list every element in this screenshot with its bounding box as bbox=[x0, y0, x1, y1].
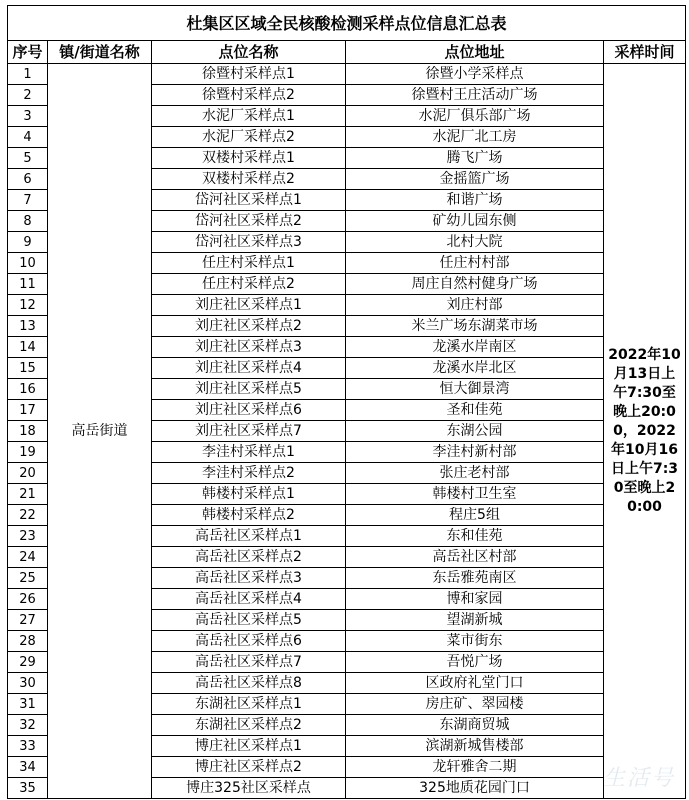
site-address-cell: 张庄老村部 bbox=[346, 463, 604, 484]
sampling-time-cell: 2022年10月13日上午7:30至晚上20:00，2022年10月16日上午7:30至晚上20:00 bbox=[604, 64, 686, 799]
site-address-cell: 龙轩雅舍二期 bbox=[346, 757, 604, 778]
site-address-cell: 周庄自然村健身广场 bbox=[346, 274, 604, 295]
site-name-cell: 高岳社区采样点5 bbox=[152, 610, 346, 631]
site-name-cell: 双楼村采样点2 bbox=[152, 169, 346, 190]
header-address: 点位地址 bbox=[346, 41, 604, 64]
header-index: 序号 bbox=[8, 41, 48, 64]
site-name-cell: 高岳社区采样点2 bbox=[152, 547, 346, 568]
site-name-cell: 刘庄社区采样点1 bbox=[152, 295, 346, 316]
site-name-cell: 韩楼村采样点1 bbox=[152, 484, 346, 505]
row-index: 20 bbox=[8, 463, 48, 484]
row-index: 9 bbox=[8, 232, 48, 253]
site-address-cell: 望湖新城 bbox=[346, 610, 604, 631]
site-name-cell: 任庄村采样点1 bbox=[152, 253, 346, 274]
row-index: 33 bbox=[8, 736, 48, 757]
site-name-cell: 高岳社区采样点8 bbox=[152, 673, 346, 694]
site-address-cell: 博和家园 bbox=[346, 589, 604, 610]
site-name-cell: 双楼村采样点1 bbox=[152, 148, 346, 169]
site-address-cell: 金摇篮广场 bbox=[346, 169, 604, 190]
row-index: 4 bbox=[8, 127, 48, 148]
site-name-cell: 博庄社区采样点1 bbox=[152, 736, 346, 757]
site-name-cell: 高岳社区采样点4 bbox=[152, 589, 346, 610]
site-name-cell: 岱河社区采样点2 bbox=[152, 211, 346, 232]
site-name-cell: 高岳社区采样点6 bbox=[152, 631, 346, 652]
site-name-cell: 徐暨村采样点1 bbox=[152, 64, 346, 85]
table-body bbox=[8, 64, 686, 799]
row-index: 15 bbox=[8, 358, 48, 379]
site-name-cell: 李洼村采样点1 bbox=[152, 442, 346, 463]
site-name-cell: 刘庄社区采样点6 bbox=[152, 400, 346, 421]
site-address-cell: 滨湖新城售楼部 bbox=[346, 736, 604, 757]
site-address-cell: 和谐广场 bbox=[346, 190, 604, 211]
site-address-cell: 东湖公园 bbox=[346, 421, 604, 442]
site-address-cell: 韩楼村卫生室 bbox=[346, 484, 604, 505]
site-address-cell: 李洼村新村部 bbox=[346, 442, 604, 463]
row-index: 32 bbox=[8, 715, 48, 736]
row-index: 23 bbox=[8, 526, 48, 547]
site-address-cell: 房庄矿、翠园楼 bbox=[346, 694, 604, 715]
row-index: 6 bbox=[8, 169, 48, 190]
row-index: 22 bbox=[8, 505, 48, 526]
site-name-cell: 东湖社区采样点2 bbox=[152, 715, 346, 736]
row-index: 29 bbox=[8, 652, 48, 673]
row-index: 30 bbox=[8, 673, 48, 694]
site-address-cell: 高岳社区村部 bbox=[346, 547, 604, 568]
row-index: 8 bbox=[8, 211, 48, 232]
row-index: 28 bbox=[8, 631, 48, 652]
site-name-cell: 东湖社区采样点1 bbox=[152, 694, 346, 715]
site-name-cell: 博庄社区采样点2 bbox=[152, 757, 346, 778]
site-address-cell: 东岳雅苑南区 bbox=[346, 568, 604, 589]
table-row bbox=[8, 64, 686, 85]
row-index: 2 bbox=[8, 85, 48, 106]
site-address-cell: 徐暨小学采样点 bbox=[346, 64, 604, 85]
site-name-cell: 岱河社区采样点1 bbox=[152, 190, 346, 211]
site-address-cell: 区政府礼堂门口 bbox=[346, 673, 604, 694]
row-index: 25 bbox=[8, 568, 48, 589]
header-time: 采样时间 bbox=[604, 41, 686, 64]
site-address-cell: 龙溪水岸南区 bbox=[346, 337, 604, 358]
row-index: 17 bbox=[8, 400, 48, 421]
site-name-cell: 水泥厂采样点1 bbox=[152, 106, 346, 127]
site-name-cell: 刘庄社区采样点2 bbox=[152, 316, 346, 337]
site-address-cell: 米兰广场东湖菜市场 bbox=[346, 316, 604, 337]
site-address-cell: 恒大御景湾 bbox=[346, 379, 604, 400]
site-address-cell: 水泥厂北工房 bbox=[346, 127, 604, 148]
site-address-cell: 吾悦广场 bbox=[346, 652, 604, 673]
row-index: 26 bbox=[8, 589, 48, 610]
town-name-cell: 高岳街道 bbox=[48, 64, 152, 799]
row-index: 12 bbox=[8, 295, 48, 316]
site-name-cell: 刘庄社区采样点7 bbox=[152, 421, 346, 442]
row-index: 31 bbox=[8, 694, 48, 715]
row-index: 24 bbox=[8, 547, 48, 568]
row-index: 11 bbox=[8, 274, 48, 295]
site-name-cell: 刘庄社区采样点5 bbox=[152, 379, 346, 400]
site-name-cell: 任庄村采样点2 bbox=[152, 274, 346, 295]
row-index: 27 bbox=[8, 610, 48, 631]
site-address-cell: 徐暨村王庄活动广场 bbox=[346, 85, 604, 106]
site-name-cell: 刘庄社区采样点3 bbox=[152, 337, 346, 358]
row-index: 7 bbox=[8, 190, 48, 211]
header-town: 镇/街道名称 bbox=[48, 41, 152, 64]
site-name-cell: 岱河社区采样点3 bbox=[152, 232, 346, 253]
row-index: 19 bbox=[8, 442, 48, 463]
site-address-cell: 325地质花园门口 bbox=[346, 778, 604, 799]
row-index: 10 bbox=[8, 253, 48, 274]
row-index: 5 bbox=[8, 148, 48, 169]
header-site: 点位名称 bbox=[152, 41, 346, 64]
site-name-cell: 高岳社区采样点1 bbox=[152, 526, 346, 547]
row-index: 16 bbox=[8, 379, 48, 400]
site-name-cell: 韩楼村采样点2 bbox=[152, 505, 346, 526]
watermark: 生活号 bbox=[602, 766, 675, 791]
row-index: 18 bbox=[8, 421, 48, 442]
site-address-cell: 东和佳苑 bbox=[346, 526, 604, 547]
site-address-cell: 圣和佳苑 bbox=[346, 400, 604, 421]
site-name-cell: 水泥厂采样点2 bbox=[152, 127, 346, 148]
site-address-cell: 刘庄村部 bbox=[346, 295, 604, 316]
site-address-cell: 东湖商贸城 bbox=[346, 715, 604, 736]
site-name-cell: 刘庄社区采样点4 bbox=[152, 358, 346, 379]
site-address-cell: 矿幼儿园东侧 bbox=[346, 211, 604, 232]
row-index: 21 bbox=[8, 484, 48, 505]
site-address-cell: 任庄村村部 bbox=[346, 253, 604, 274]
sampling-table bbox=[7, 5, 686, 799]
site-name-cell: 高岳社区采样点3 bbox=[152, 568, 346, 589]
row-index: 3 bbox=[8, 106, 48, 127]
table-title: 杜集区区域全民核酸检测采样点位信息汇总表 bbox=[8, 6, 686, 41]
site-name-cell: 博庄325社区采样点 bbox=[152, 778, 346, 799]
site-name-cell: 李洼村采样点2 bbox=[152, 463, 346, 484]
site-address-cell: 腾飞广场 bbox=[346, 148, 604, 169]
site-address-cell: 北村大院 bbox=[346, 232, 604, 253]
row-index: 35 bbox=[8, 778, 48, 799]
site-address-cell: 龙溪水岸北区 bbox=[346, 358, 604, 379]
site-address-cell: 菜市街东 bbox=[346, 631, 604, 652]
site-name-cell: 高岳社区采样点7 bbox=[152, 652, 346, 673]
site-address-cell: 水泥厂俱乐部广场 bbox=[346, 106, 604, 127]
row-index: 1 bbox=[8, 64, 48, 85]
row-index: 14 bbox=[8, 337, 48, 358]
site-address-cell: 程庄5组 bbox=[346, 505, 604, 526]
row-index: 13 bbox=[8, 316, 48, 337]
row-index: 34 bbox=[8, 757, 48, 778]
site-name-cell: 徐暨村采样点2 bbox=[152, 85, 346, 106]
